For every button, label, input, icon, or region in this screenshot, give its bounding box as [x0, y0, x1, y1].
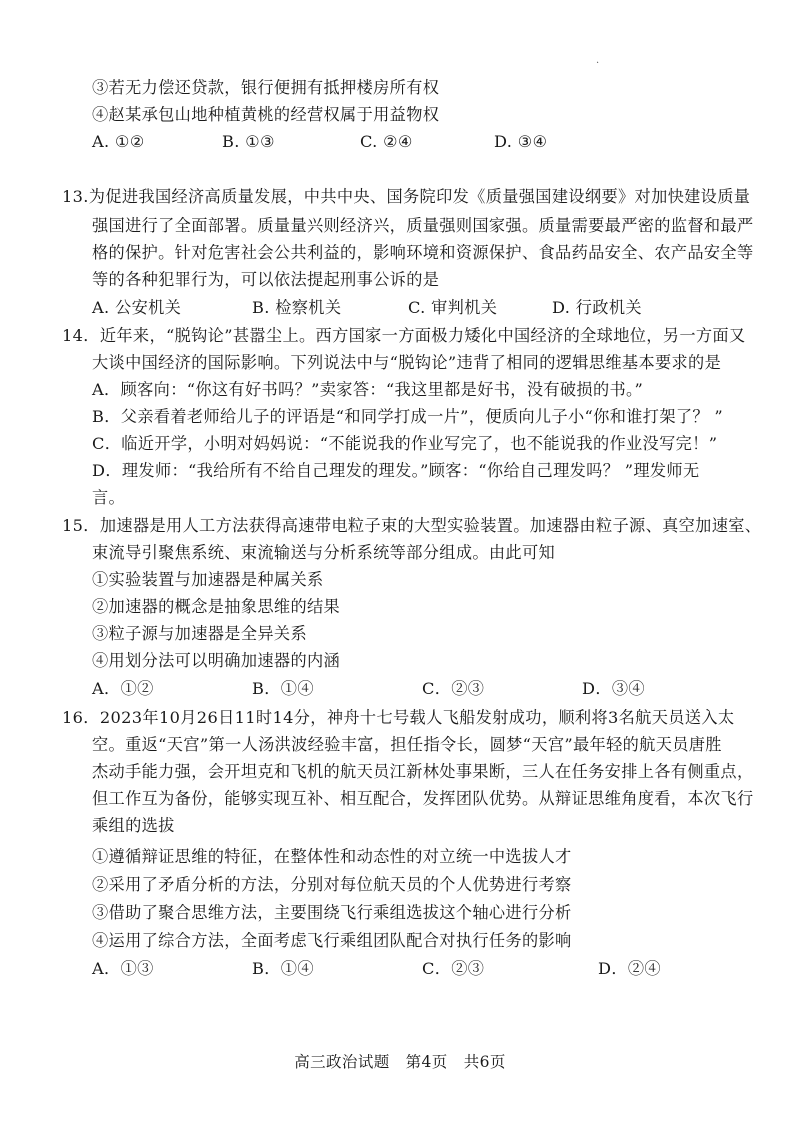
q13-line-1: 13.为促进我国经济高质量发展，中共中央、国务院印发《质量强国建设纲要》对加快建设质量	[62, 187, 751, 206]
q16-statement-2: ②采用了矛盾分析的方法，分别对每位航天员的个人优势进行考察	[92, 875, 572, 894]
q13-option-b: B. 检察机关	[252, 298, 342, 317]
page-footer	[0, 1051, 800, 1073]
q16-line-5: 乘组的选拔	[92, 816, 175, 835]
q16-option-a: A．①③	[92, 959, 154, 978]
q15-line-2: 束流导引聚焦系统、束流输送与分析系统等部分组成。由此可知	[92, 543, 556, 562]
q16-line-1: 16．2023年10月26日11时14分，神舟十七号载人飞船发射成功，顺利将3名航天员送入太	[62, 708, 735, 727]
q15-option-a: A．①②	[92, 679, 154, 698]
q16-option-d: D．②④	[598, 959, 661, 978]
q14-option-d: D．理发师：“我给所有不给自己理发的理发。”顾客：“你给自己理发吗？ ”理发师无	[92, 461, 700, 480]
q16-statement-1: ①遵循辩证思维的特征，在整体性和动态性的对立统一中选拔人才	[92, 847, 572, 866]
q14-line-1: 14．近年来，“脱钩论”甚嚣尘上。西方国家一方面极力矮化中国经济的全球地位，另一方面又	[62, 326, 746, 345]
q16-statement-4: ④运用了综合方法，全面考虑飞行乘组团队配合对执行任务的影响	[92, 931, 572, 950]
q15-statement-4: ④用划分法可以明确加速器的内涵	[92, 651, 341, 670]
q15-statement-2: ②加速器的概念是抽象思维的结果	[92, 597, 341, 616]
q13-option-c: C. 审判机关	[408, 298, 498, 317]
q15-option-b: B．①④	[252, 679, 314, 698]
q13-option-a: A. 公安机关	[92, 298, 182, 317]
q13-line-2: 强国进行了全面部署。质量量兴则经济兴，质量强则国家强。质量需要最严密的监督和最严	[92, 216, 754, 235]
q15-option-d: D．③④	[582, 679, 645, 698]
footer-total-pages: 共6页	[463, 1053, 506, 1071]
footer-subject: 高三政治试题	[294, 1053, 390, 1071]
q16-statement-3: ③借助了聚合思维方法，主要围绕飞行乘组选拔这个轴心进行分析	[92, 903, 572, 922]
scan-speck: ·	[596, 58, 600, 69]
q12-statement-3: ③若无力偿还贷款，银行便拥有抵押楼房所有权	[92, 78, 440, 97]
q15-line-1: 15．加速器是用人工方法获得高速带电粒子束的大型实验装置。加速器由粒子源、真空加速室、	[62, 516, 762, 535]
q16-option-c: C．②③	[422, 959, 485, 978]
q12-statement-4: ④赵某承包山地种植黄桃的经营权属于用益物权	[92, 105, 440, 124]
q16-line-3: 杰动手能力强，会开坦克和飞机的航天员江新林处事果断，三人在任务安排上各有侧重点，	[92, 762, 754, 781]
q16-line-2: 空。重返“天宫”第一人汤洪波经验丰富，担任指令长，圆梦“天宫”最年轻的航天员唐胜	[92, 735, 722, 754]
q14-line-2: 大谈中国经济的国际影响。下列说法中与“脱钩论”违背了相同的逻辑思维基本要求的是	[92, 353, 722, 372]
q16-option-b: B．①④	[252, 959, 314, 978]
q13-option-d: D. 行政机关	[552, 298, 642, 317]
q13-line-4: 等的各种犯罪行为，可以依法提起刑事公诉的是	[92, 270, 440, 289]
footer-page-number: 第4页	[405, 1053, 448, 1071]
q12-option-c: C. ②④	[360, 132, 413, 151]
q13-line-3: 格的保护。针对危害社会公共利益的，影响环境和资源保护、食品药品安全、农产品安全等	[92, 243, 754, 262]
q12-option-a: A. ①②	[92, 132, 145, 151]
q12-option-b: B. ①③	[222, 132, 275, 151]
q16-line-4: 但工作互为备份，能够实现互补、相互配合，发挥团队优势。从辩证思维角度看，本次飞行	[92, 789, 754, 808]
q14-option-a: A．顾客向：“你这有好书吗？”卖家答：“我这里都是好书，没有破损的书。”	[92, 380, 644, 399]
q15-statement-3: ③粒子源与加速器是全异关系	[92, 624, 307, 643]
q14-option-b: B．父亲看着老师给儿子的评语是“和同学打成一片”，便质向儿子小“你和谁打架了？ ”	[92, 407, 724, 426]
q15-statement-1: ①实验装置与加速器是种属关系	[92, 570, 324, 589]
q14-option-c: C．临近开学，小明对妈妈说：“不能说我的作业写完了，也不能说我的作业没写完！”	[92, 434, 718, 453]
q15-option-c: C．②③	[422, 679, 485, 698]
q14-option-d-cont: 言。	[92, 488, 126, 507]
q12-option-d: D. ③④	[494, 132, 548, 151]
